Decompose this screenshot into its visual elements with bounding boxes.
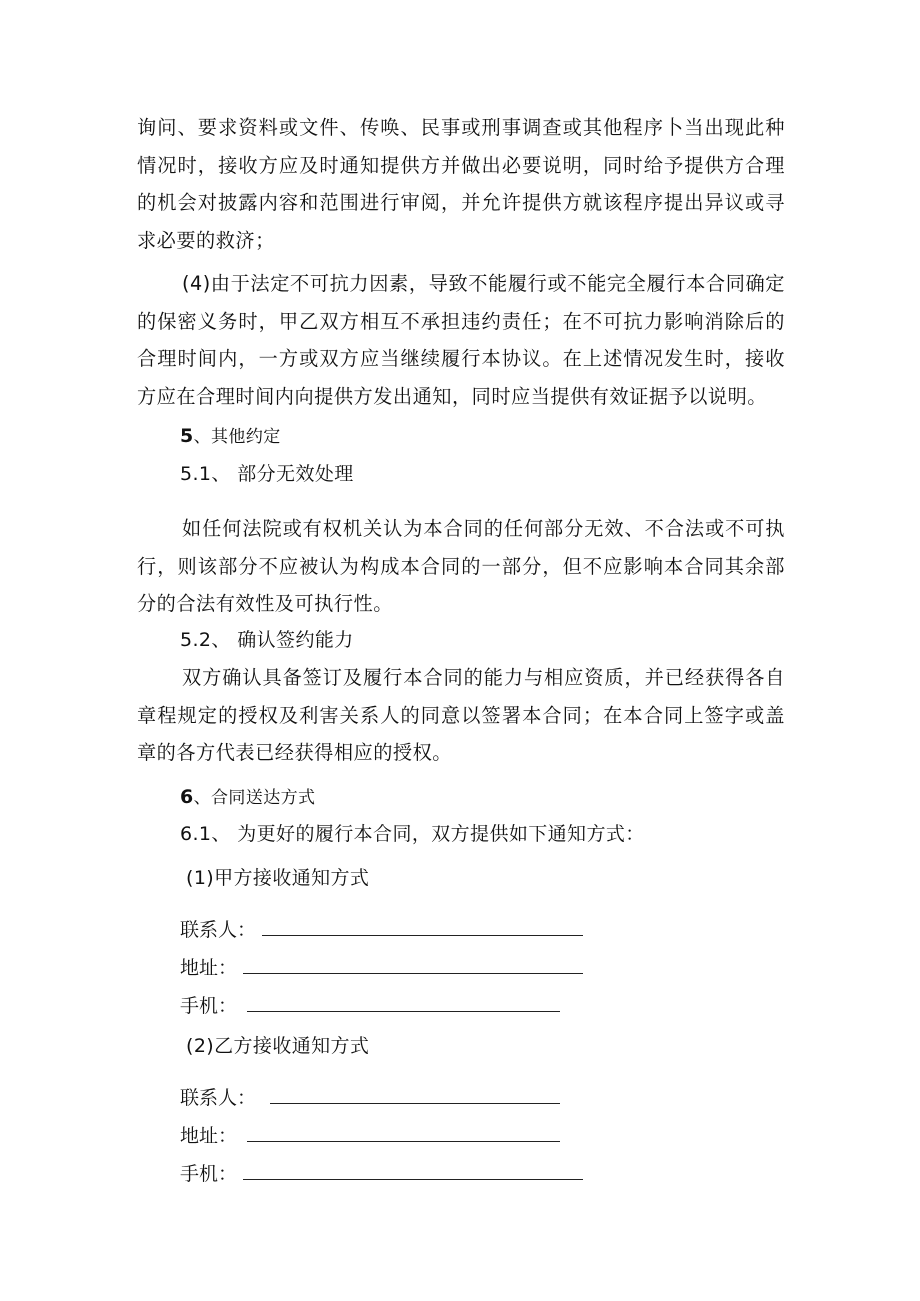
party-b-heading: (2)乙方接收通知方式: [186, 1035, 370, 1057]
party-b-phone-field[interactable]: [243, 1179, 583, 1180]
party-b-contact-field[interactable]: [270, 1103, 560, 1104]
party-a-heading: (1)甲方接收通知方式: [186, 867, 370, 889]
section-5-1-heading: 5.1、 部分无效处理: [180, 463, 354, 485]
section-5-2-heading: 5.2、 确认签约能力: [180, 629, 354, 651]
paragraph-force-majeure: (4)由于法定不可抗力因素，导致不能履行或不能完全履行本合同确定的保密义务时，甲乙双方相互不承担违约责任；在不可抗力影响消除后的合理时间内，一方或双方应当继续履行本协议。在上述情况发生时，接收方应在合理时间内向提供方发出通知，同时应当提供有效证据予以说明。: [137, 272, 785, 408]
party-a-contact-label: 联系人：: [180, 919, 257, 941]
section-6-1-heading: 6.1、 为更好的履行本合同，双方提供如下通知方式：: [180, 823, 645, 845]
paragraph-signing-capacity: 双方确认具备签订及履行本合同的能力与相应资质，并已经获得各自章程规定的授权及利害关系人的同意以签署本合同；在本合同上签字或盖章的各方代表已经获得相应的授权。: [137, 666, 785, 765]
section-6-title: 、合同送达方式: [193, 788, 316, 808]
party-a-phone-field[interactable]: [247, 1011, 560, 1012]
party-a-address-field[interactable]: [243, 973, 583, 974]
party-a-address-label: 地址：: [180, 957, 238, 979]
section-6-number: 6: [180, 786, 194, 808]
party-b-address-field[interactable]: [247, 1141, 560, 1142]
section-5-heading: [180, 422, 281, 451]
party-b-address-label: 地址：: [180, 1125, 238, 1147]
party-a-phone-label: 手机：: [180, 995, 238, 1017]
party-a-contact-field[interactable]: [262, 935, 583, 936]
party-b-phone-label: 手机：: [180, 1163, 238, 1185]
paragraph-partial-invalidity: 如任何法院或有权机关认为本合同的任何部分无效、不合法或不可执行，则该部分不应被认为构成本合同的一部分，但不应影响本合同其余部分的合法有效性及可执行性。: [137, 517, 785, 616]
section-6-heading: [180, 783, 315, 812]
paragraph-confidentiality-procedure: 询问、要求资料或文件、传唤、民事或刑事调查或其他程序卜当出现此种情况时，接收方应及时通知提供方并做出必要说明，同时给予提供方合理的机会对披露内容和范围进行审阅，并允许提供方就该程序提出异议或寻求必要的救济；: [137, 116, 785, 252]
party-b-contact-label: 联系人：: [180, 1087, 257, 1109]
section-5-title: 、其他约定: [193, 427, 281, 447]
section-5-number: 5: [180, 425, 194, 447]
